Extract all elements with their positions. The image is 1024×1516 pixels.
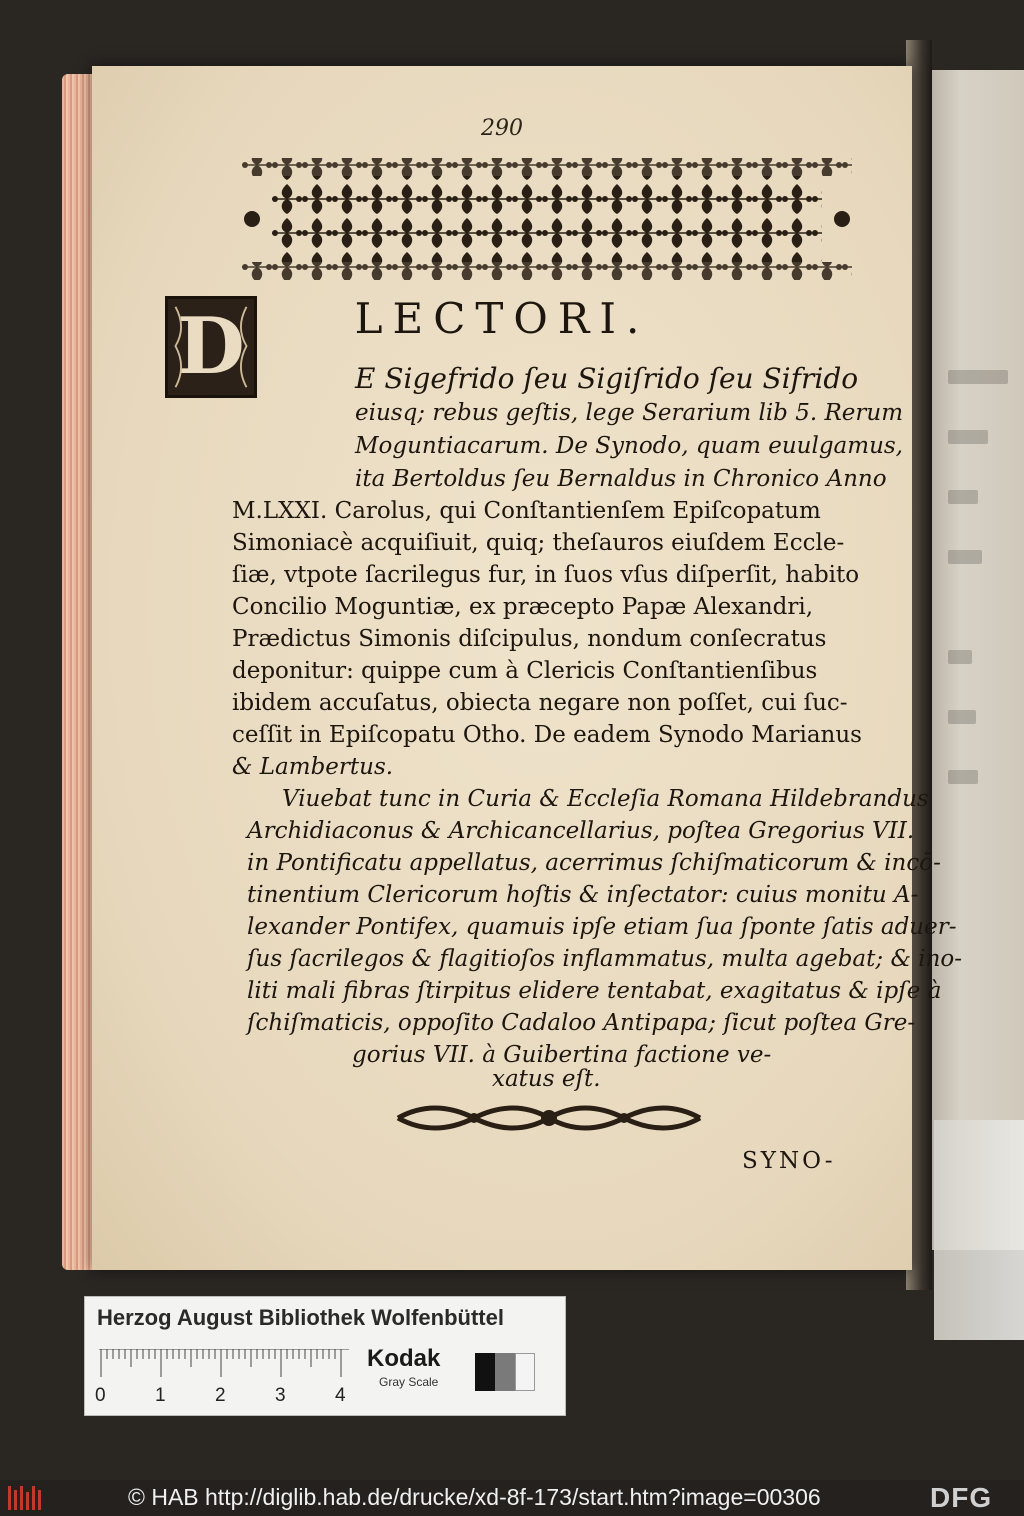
text-line: lexander Pontifex, quamuis ipſe etiam ſua ſponte ſatis aduer- [247,914,957,940]
kodak-logo: Kodak [367,1345,441,1372]
ruler-label: 0 [95,1385,106,1406]
facing-page-ghost-text [948,550,982,564]
text-line: ita Bertoldus ſeu Bernaldus in Chronico Anno [355,466,887,492]
gray-scale-label: Gray Scale [379,1375,439,1389]
text-line: eiusq; rebus geſtis, lege Serarium lib 5. Rerum [355,400,904,426]
text-line: deponitur: quippe cum à Clericis Conſtantienſibus [232,658,818,684]
catchword: SYNO- [742,1148,836,1174]
gray-swatch-white [515,1353,535,1391]
text-line: Concilio Moguntiæ, ex præcepto Papæ Alexandri, [232,594,814,620]
facing-page [930,70,1024,1250]
book-page [92,66,963,1270]
facing-page-ghost-text [948,710,976,724]
text-line: ibidem accuſatus, obiecta negare non poſſet, cui ſuc- [232,690,848,716]
text-line: ſchiſmaticis, oppoſito Cadaloo Antipapa; ſicut poſtea Gre- [247,1010,916,1036]
text-line: Archidiaconus & Archicancellarius, poſtea Gregorius VII. [247,818,915,844]
ornamental-tailpiece [394,1096,704,1140]
ruler-label: 4 [335,1385,346,1406]
text-line: E Sigefrido ſeu Sigiſrido ſeu Sifrido [355,362,859,395]
facing-page-ghost-text [948,490,978,504]
text-line: ſus ſacrilegos & flagitioſos inflammatus, multa agebat; & ino- [247,946,963,972]
color-calibration-card [84,1296,566,1416]
source-link[interactable]: © HAB http://diglib.hab.de/drucke/xd-8f-173/start.htm?image=00306 [128,1484,821,1510]
page-number: 290 [481,116,523,141]
ruler-label: 2 [215,1385,226,1406]
barcode-icon [8,1484,46,1512]
text-line: Prædictus Simonis diſcipulus, nondum conſecratus [232,626,827,652]
text-line: in Pontificatu appellatus, acerrimus ſchiſmaticorum & incō- [247,850,941,876]
ruler-label: 1 [155,1385,166,1406]
gray-swatch-black [475,1353,495,1391]
facing-page-ghost-text [948,650,972,664]
ruler-label: 3 [275,1385,286,1406]
text-line: gorius VII. à Guibertina factione ve- [352,1042,772,1068]
gray-swatch-mid [495,1353,515,1391]
library-name: Herzog August Bibliothek Wolfenbüttel [97,1305,504,1330]
text-line: Viuebat tunc in Curia & Eccleſia Romana Hildebrandus [282,786,929,812]
text-line: tinentium Clericorum hoſtis & inſectator: cuius monitu A- [247,882,919,908]
dfg-logo: DFG [930,1482,993,1513]
page-fore-edge [62,74,96,1270]
decorated-initial [165,296,257,398]
text-line: Simoniacè acquiſiuit, quiq; theſauros eiuſdem Eccle- [232,530,845,556]
text-line: liti mali fibras ſtirpitus elidere tentabat, exagitatus & ipſe à [247,978,942,1004]
facing-page-ghost-text [948,770,978,784]
viewer-footer [0,1480,1024,1516]
initial-flourish [168,299,254,395]
text-line: ceſſit in Epiſcopatu Otho. De eadem Synodo Marianus [232,722,862,748]
text-line: Moguntiacarum. De Synodo, quam euulgamus, [355,433,903,459]
facing-page-ghost-text [948,370,1008,384]
section-heading: LECTORI. [354,294,650,343]
facing-page-ghost-text [948,430,988,444]
facing-page-clip [934,1120,1024,1340]
text-line: ſiæ, vtpote ſacrilegus fur, in ſuos vſus diſperſit, habito [232,562,860,588]
text-line: & Lambertus. [232,754,394,780]
initial-letter: D [177,301,245,392]
measurement-ruler [99,1349,349,1379]
text-line: xatus eſt. [492,1066,601,1092]
text-line: M.LXXI. Carolus, qui Conſtantienſem Epiſcopatum [232,498,821,524]
ornamental-headpiece [242,148,852,290]
